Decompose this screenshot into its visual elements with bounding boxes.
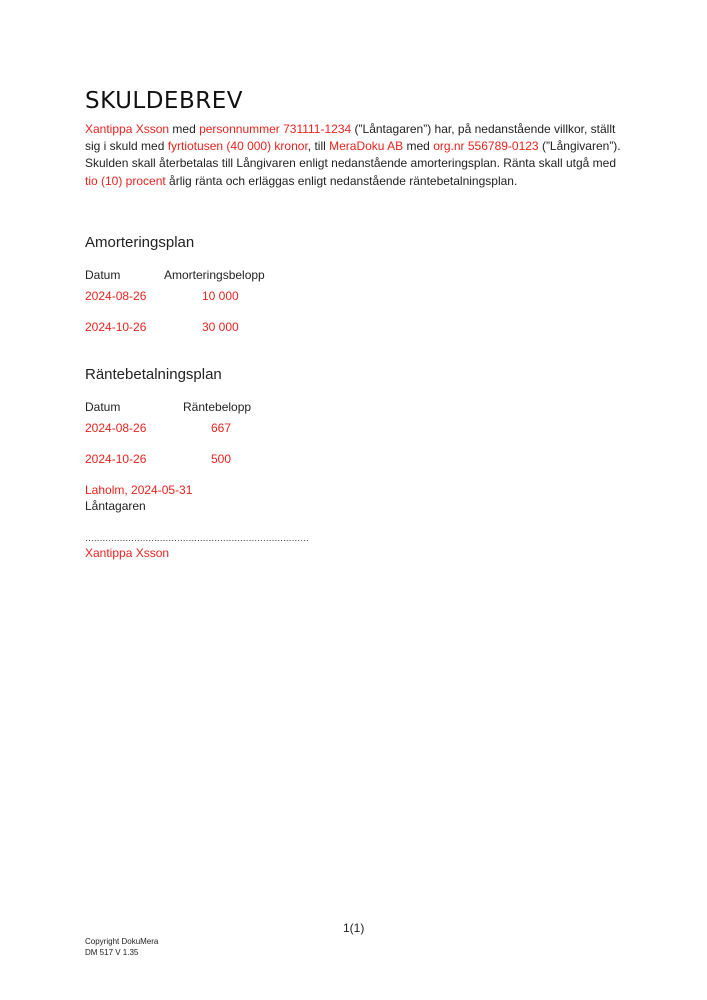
interest-amount-header: Räntebelopp (183, 400, 252, 414)
signature-place-date: Laholm, 2024-05-31 (85, 483, 193, 497)
signature-role: Låntagaren (85, 499, 146, 513)
interest-row-2-date: 2024-10-26 (85, 452, 147, 466)
personal-number-field: personnummer 731111-1234 (199, 122, 352, 136)
amortization-row-2-date: 2024-10-26 (85, 320, 147, 334)
interest-row-1-date: 2024-08-26 (85, 421, 147, 435)
intro-text-2: (”Låntagaren”) har, på nedanstående villkor, ställt sig i skuld med (85, 122, 616, 154)
document-title: SKULDEBREV (85, 88, 243, 114)
intro-text-5: (”Långivaren”). Skulden skall återbetalas till Långivaren enligt nedanstående amorteringsplan. Ränta skall utgå med (85, 139, 621, 171)
borrower-name-field: Xantippa Xsson (85, 122, 170, 136)
amortization-heading: Amorteringsplan (85, 234, 195, 251)
interest-row-2-amount: 500 (211, 452, 232, 466)
interest-row-1-amount: 667 (211, 421, 232, 435)
signature-line: …………………………………………………………………… (85, 533, 309, 543)
intro-text-6: årlig ränta och erläggas enligt nedanstående räntebetalningsplan. (165, 173, 518, 188)
intro-text-4: med (403, 139, 434, 154)
amortization-row-2-amount: 30 000 (202, 320, 239, 334)
amortization-row-1-amount: 10 000 (202, 289, 239, 303)
page-number: 1(1) (343, 921, 365, 935)
interest-heading: Räntebetalningsplan (85, 366, 222, 383)
loan-amount-field: fyrtiotusen (40 000) kronor (167, 139, 308, 154)
version-text: DM 517 V 1.35 (85, 948, 139, 957)
interest-rate-field: tio (10) procent (85, 173, 166, 188)
interest-date-header: Datum (85, 400, 121, 414)
lender-name-field: MeraDoku AB (329, 139, 404, 154)
amortization-row-1-date: 2024-08-26 (85, 289, 147, 303)
amortization-amount-header: Amorteringsbelopp (164, 268, 265, 282)
intro-paragraph (85, 121, 625, 190)
intro-text-1: med (169, 122, 200, 136)
amortization-date-header: Datum (85, 268, 121, 282)
org-number-field: org.nr 556789-0123 (433, 139, 539, 154)
signature-name: Xantippa Xsson (85, 546, 170, 560)
copyright-text: Copyright DokuMera (85, 937, 159, 946)
intro-text-3: , till (307, 139, 330, 154)
